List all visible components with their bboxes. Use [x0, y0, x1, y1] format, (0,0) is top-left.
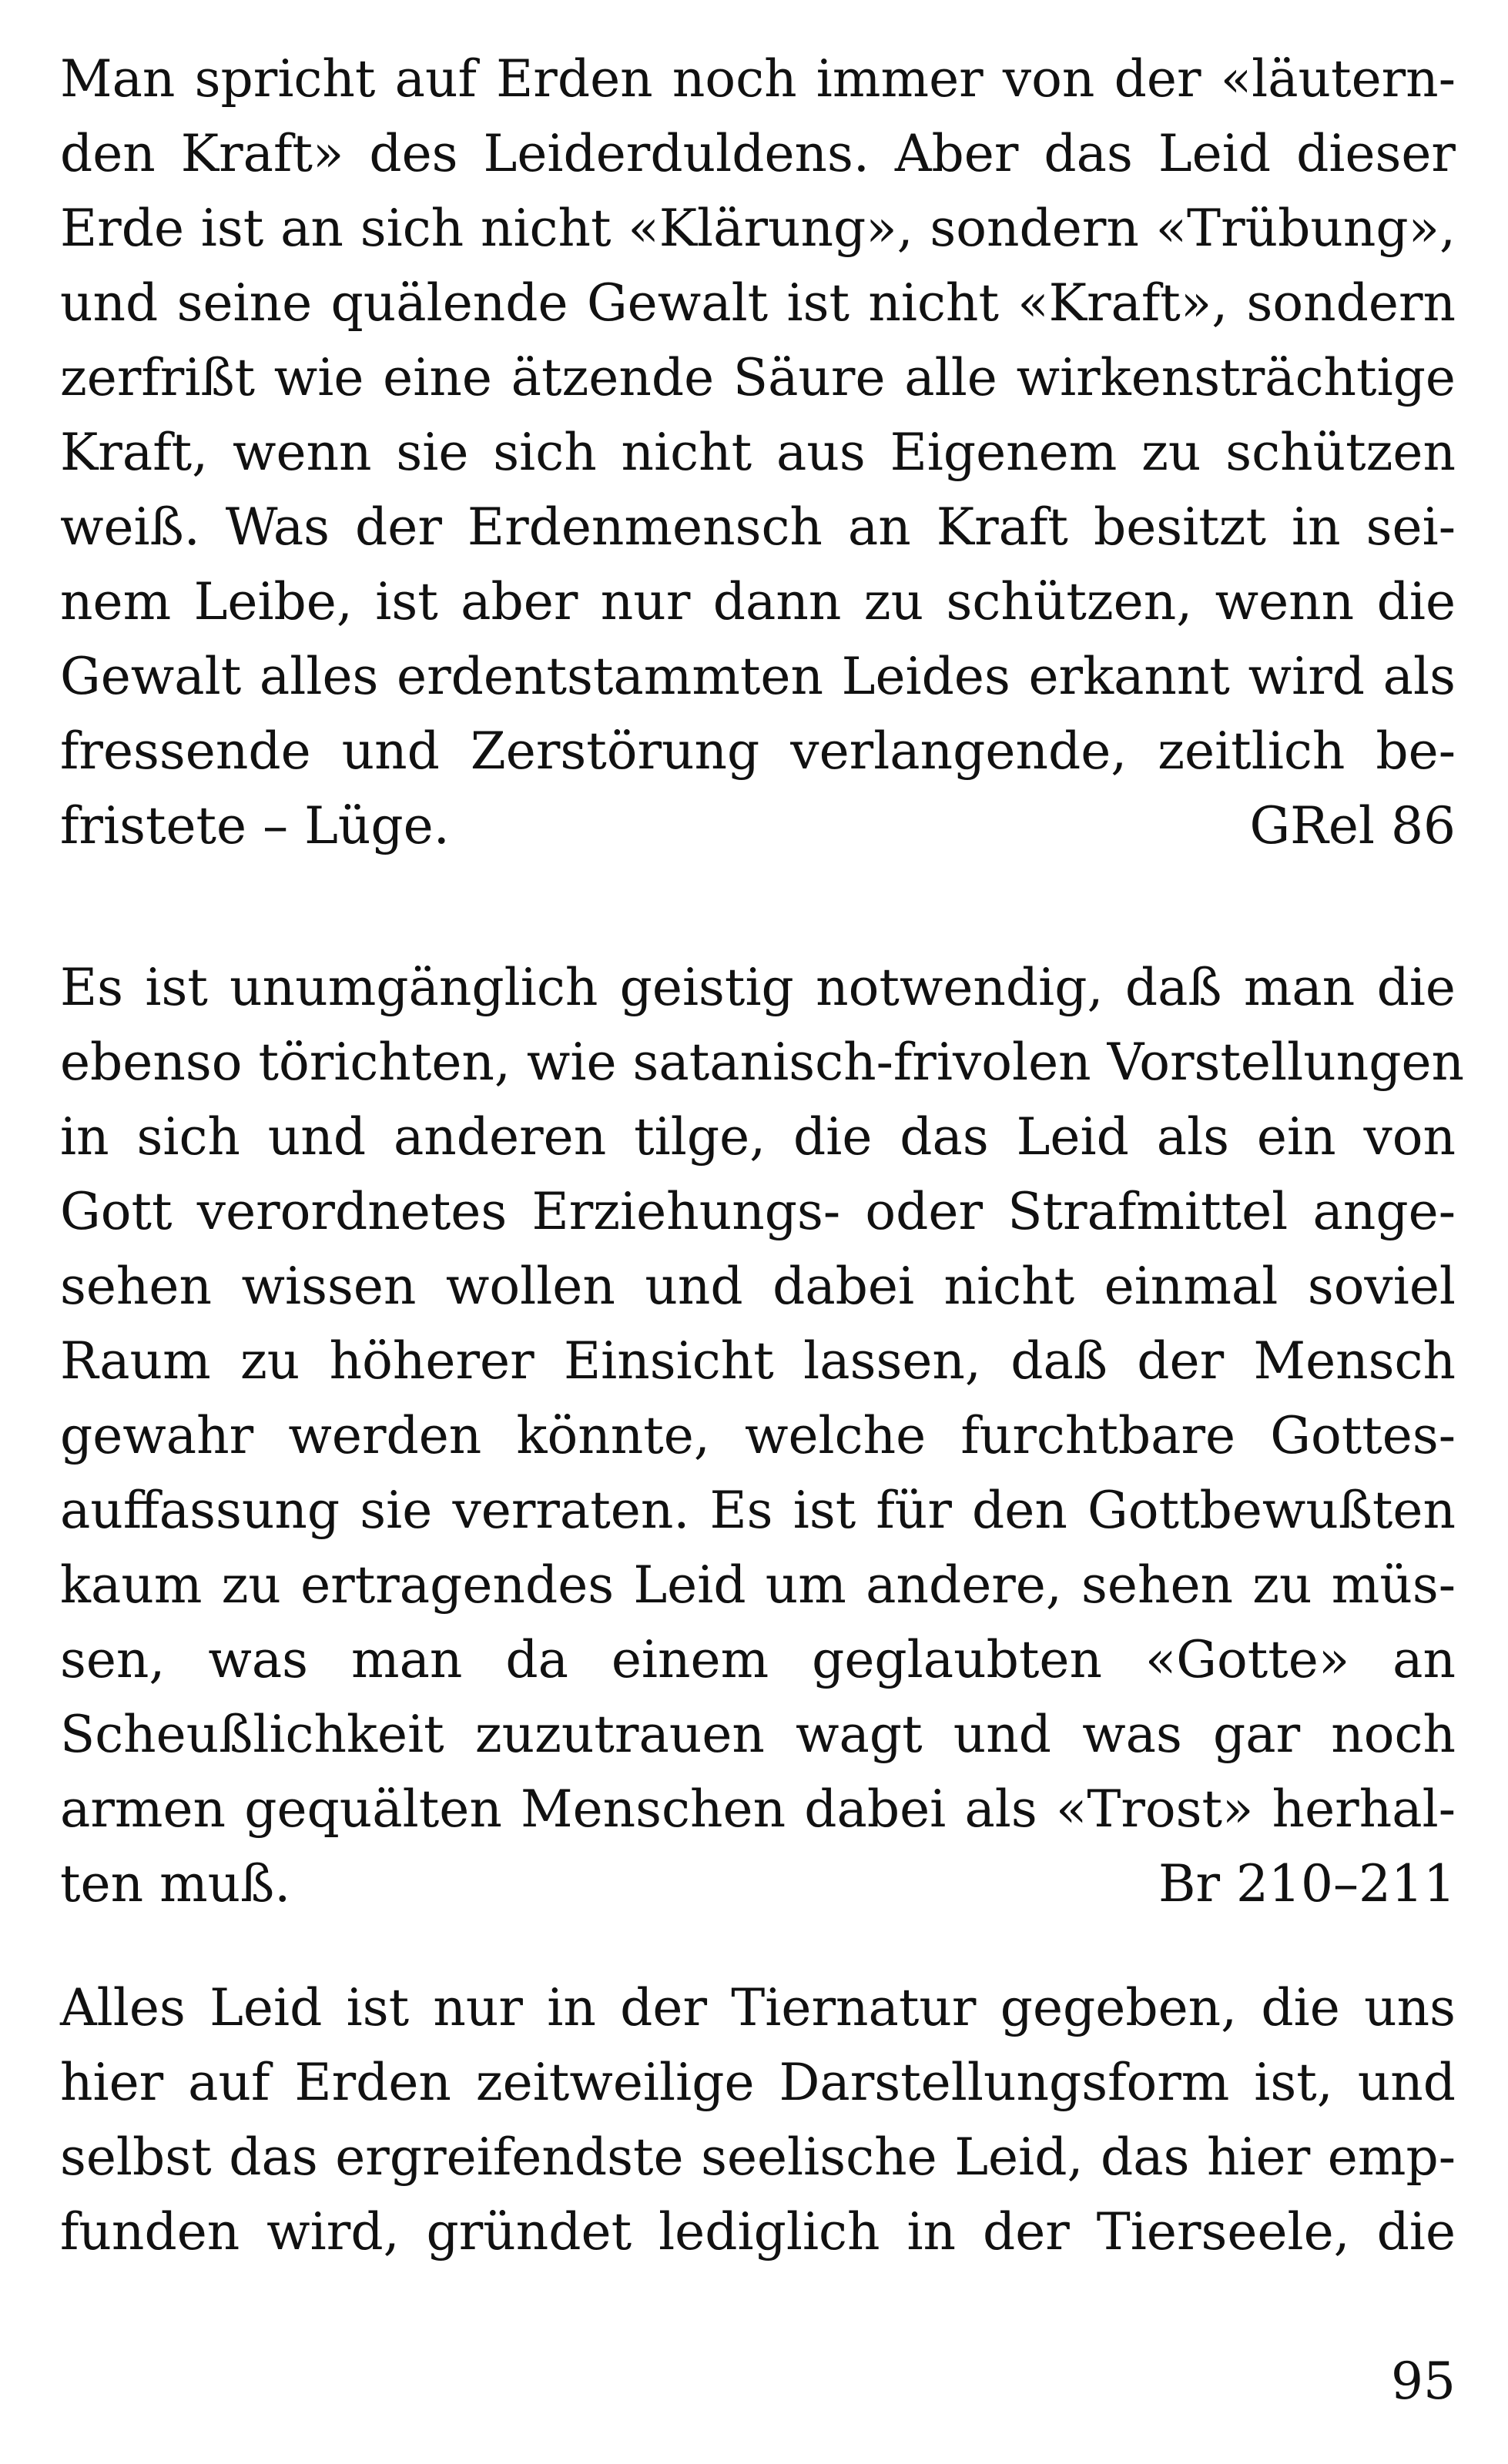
text-line: Kraft, wenn sie sich nicht aus Eigenem zu schützen: [60, 423, 1456, 482]
source-reference: Br 210–211: [1158, 1854, 1456, 1913]
text-line: kaum zu ertragendes Leid um andere, sehen zu müs-: [60, 1555, 1456, 1615]
text-line: in sich und anderen tilge, die das Leid als ein von: [60, 1107, 1456, 1167]
text-line: ebenso törichten, wie satanisch-frivolen Vorstellungen: [60, 1033, 1465, 1092]
text-line: Gewalt alles erdentstammten Leides erkannt wird als: [60, 647, 1456, 706]
text-line: nem Leibe, ist aber nur dann zu schützen, wenn die: [60, 572, 1456, 631]
text-line-last: [60, 788, 1456, 863]
paragraph: [60, 950, 1465, 1921]
text-line: sen, was man da einem geglaubten «Gotte» an: [60, 1630, 1456, 1689]
book-page: [60, 42, 1465, 2444]
text-line: Gott verordnetes Erziehungs- oder Strafmittel ange-: [60, 1182, 1456, 1241]
text-line: Scheußlichkeit zuzutrauen wagt und was gar noch: [60, 1705, 1456, 1764]
text-line-end: fristete – Lüge.: [60, 796, 450, 855]
text-line: zerfrißt wie eine ätzende Säure alle wirkensträchtige: [60, 348, 1456, 407]
text-line: gewahr werden könnte, welche furchtbare Gottes-: [60, 1406, 1456, 1465]
text-line-last: [60, 1846, 1456, 1921]
source-reference: GRel 86: [1249, 796, 1456, 855]
paragraph: [60, 1970, 1456, 2269]
text-line: Man spricht auf Erden noch immer von der «läutern-: [60, 49, 1456, 109]
text-line: Raum zu höherer Einsicht lassen, daß der Mensch: [60, 1331, 1456, 1391]
text-line: funden wird, gründet lediglich in der Tierseele, die: [60, 2202, 1456, 2261]
text-line: auffassung sie verraten. Es ist für den Gottbewußten: [60, 1481, 1456, 1540]
text-line: armen gequälten Menschen dabei als «Trost» herhal-: [60, 1779, 1456, 1839]
paragraph: [60, 42, 1456, 863]
text-line: den Kraft» des Leiderduldens. Aber das Leid dieser: [60, 124, 1456, 183]
text-line: hier auf Erden zeitweilige Darstellungsform ist, und: [60, 2053, 1456, 2112]
text-line: fressende und Zerstörung verlangende, zeitlich be-: [60, 721, 1456, 781]
text-line: sehen wissen wollen und dabei nicht einmal soviel: [60, 1257, 1456, 1316]
text-line: und seine quälende Gewalt ist nicht «Kraft», sondern: [60, 273, 1456, 333]
page-number: 95: [1391, 2352, 1456, 2411]
text-line: selbst das ergreifendste seelische Leid, das hier emp-: [60, 2128, 1456, 2187]
text-line: Erde ist an sich nicht «Klärung», sondern «Trübung»,: [60, 199, 1456, 258]
text-line-end: ten muß.: [60, 1854, 291, 1913]
text-line: Alles Leid ist nur in der Tiernatur gegeben, die uns: [60, 1978, 1456, 2037]
text-line: Es ist unumgänglich geistig notwendig, daß man die: [60, 958, 1456, 1017]
text-line: weiß. Was der Erdenmensch an Kraft besitzt in sei-: [60, 497, 1456, 557]
